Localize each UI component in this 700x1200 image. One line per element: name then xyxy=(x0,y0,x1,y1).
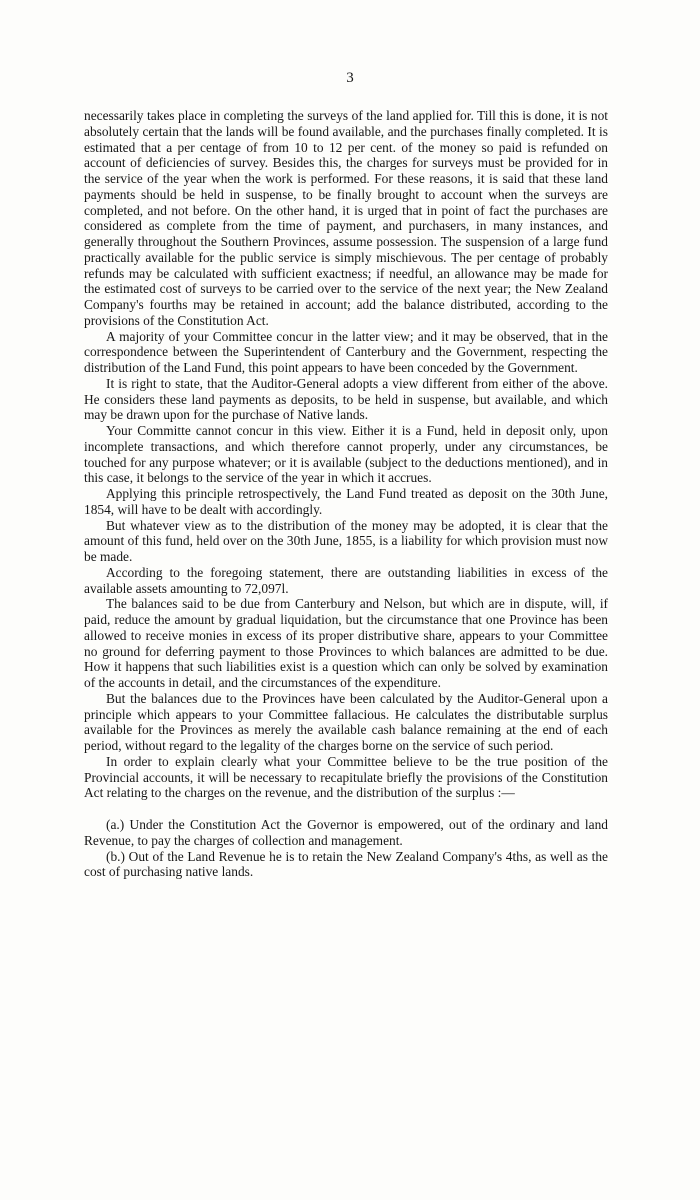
paragraph-8: The balances said to be due from Canterbury and Nelson, but which are in dispute, will, if paid, reduce the amount by gradual liquidation, but the circumstance that one Province has been allowed to receive monies in excess of its proper distributive share, appears to your Committee no ground for deferring payment to those Provinces to which balances are admitted to be due. How it happens that such liabilities exist is a question which can only be solved by examination of the accounts in detail, and the circumstances of the expenditure. xyxy=(84,596,608,690)
paragraph-3: It is right to state, that the Auditor-General adopts a view different from either of the above. He considers these land payments as deposits, to be held in suspense, but available, and which may be drawn upon for the purchase of Native lands. xyxy=(84,375,608,423)
paragraph-12: (b.) Out of the Land Revenue he is to retain the New Zealand Company's 4ths, as well as the cost of purchasing native lands. xyxy=(84,848,608,880)
paragraph-7: According to the foregoing statement, there are outstanding liabilities in excess of the available assets amounting to 72,097l. xyxy=(84,564,608,596)
paragraph-11: (a.) Under the Constitution Act the Governor is empowered, out of the ordinary and land Revenue, to pay the charges of collection and management. xyxy=(84,817,608,848)
body-text xyxy=(84,108,608,880)
paragraph-1: necessarily takes place in completing the surveys of the land applied for. Till this is done, it is not absolutely certain that the lands will be found available, and the purchases finally completed. It is estimated that a per centage of from 10 to 12 per cent. of the money so paid is refunded on account of deficiencies of survey. Besides this, the charges for surveys must be provided for in the service of the year when the work is performed. For these reasons, it is said that these land payments should be held in suspense, to be finally brought to account when the surveys are completed, and not before. On the other hand, it is urged that in point of fact the purchases are considered as complete from the time of payment, and purchasers, in many instances, and generally throughout the Southern Provinces, assume possession. The suspension of a large fund practically available for the public service is simply mischievous. The per centage of probably refunds may be calculated with sufficient exactness; if needful, an allowance may be made for the estimated cost of surveys to be carried over to the service of the next year; the New Zealand Company's fourths may be retained in account; add the balance distributed, according to the provisions of the Constitution Act. xyxy=(84,108,608,328)
paragraph-9: But the balances due to the Provinces have been calculated by the Auditor-General upon a principle which appears to your Committee fallacious. He calculates the distributable surplus available for the Provinces as merely the available cash balance remaining at the end of each period, without regard to the legality of the charges borne on the service of such period. xyxy=(84,690,608,753)
paragraph-10: In order to explain clearly what your Committee believe to be the true position of the Provincial accounts, it will be necessary to recapitulate briefly the provisions of the Constitution Act relating to the charges on the revenue, and the distribution of the surplus :— xyxy=(84,753,608,801)
paragraph-6: But whatever view as to the distribution of the money may be adopted, it is clear that the amount of this fund, held over on the 30th June, 1855, is a liability for which provision must now be made. xyxy=(84,517,608,564)
paragraph-4: Your Committe cannot concur in this view. Either it is a Fund, held in deposit only, upon incomplete transactions, and which therefore cannot properly, under any circumstances, be touched for any purpose whatever; or it is available (subject to the deductions mentioned), and in this case, it belongs to the service of the year in which it accrues. xyxy=(84,423,608,486)
page-number: 3 xyxy=(346,70,354,86)
paragraph-2: A majority of your Committee concur in the latter view; and it may be observed, that in the correspondence between the Superintendent of Canterbury and the Government, respecting the distribution of the Land Fund, this point appears to have been conceded by the Government. xyxy=(84,328,608,375)
paragraph-5: Applying this principle retrospectively, the Land Fund treated as deposit on the 30th June, 1854, will have to be dealt with accordingly. xyxy=(84,486,608,517)
